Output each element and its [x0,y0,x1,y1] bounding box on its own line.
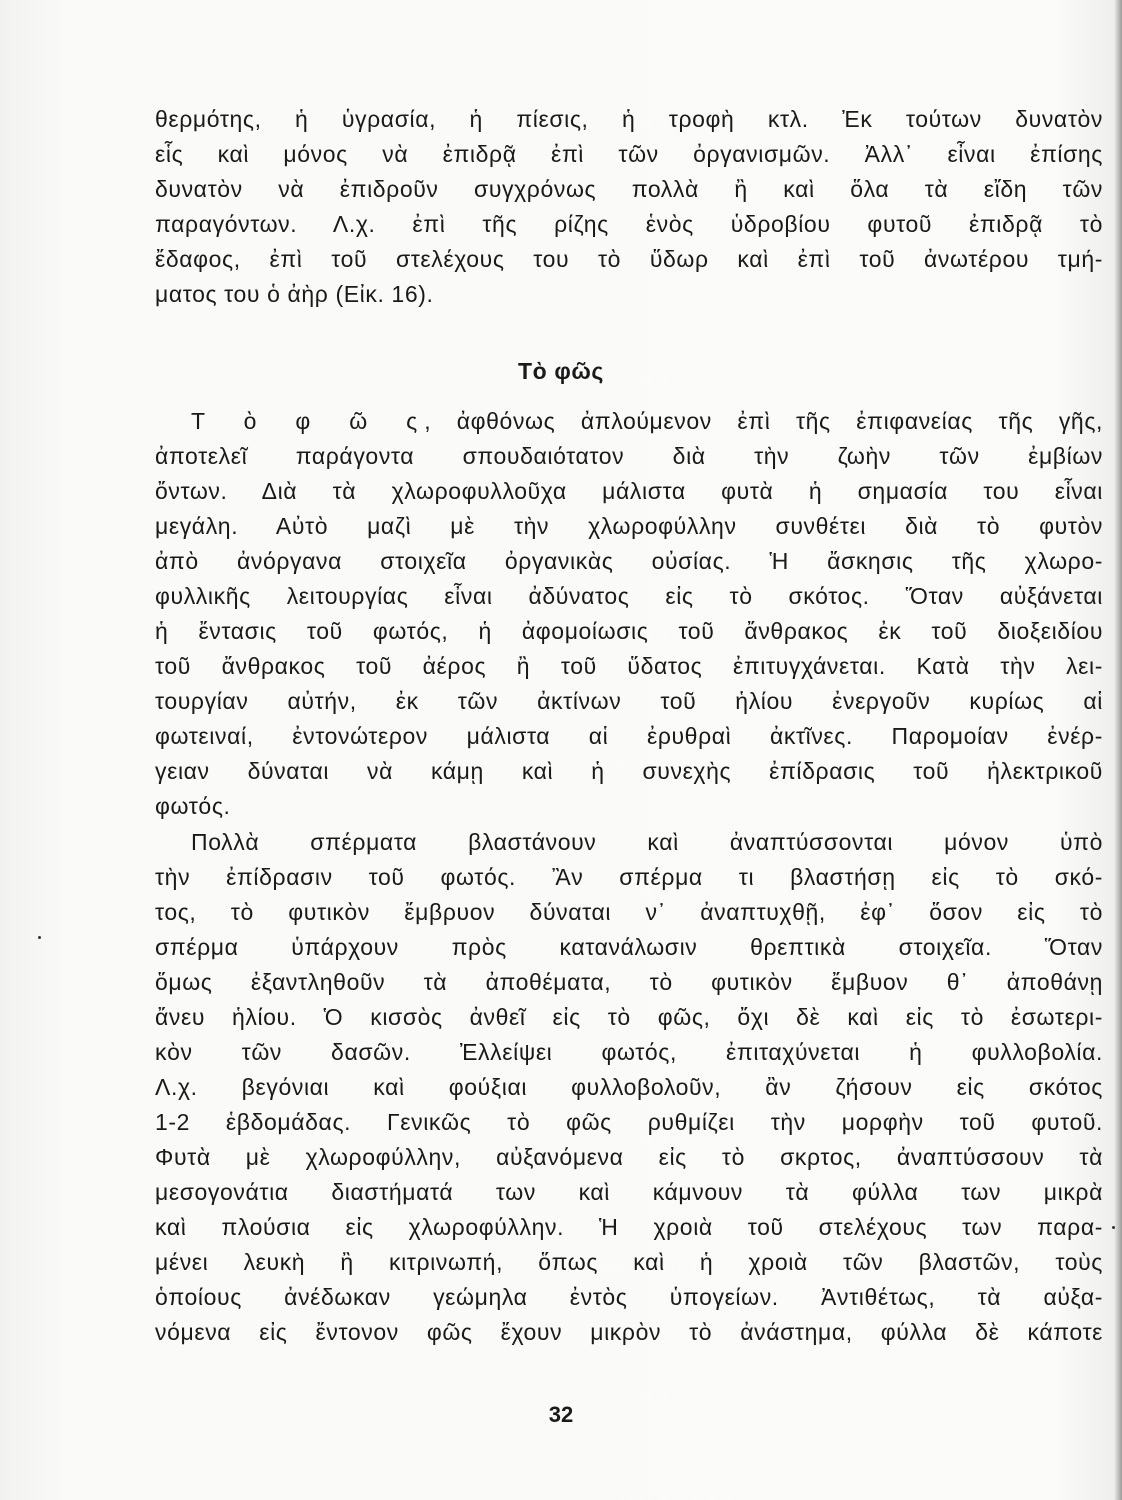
lead-word: Τ ὸ φ ῶ ς [191,408,425,434]
section-heading: Τὸ φῶς [518,358,604,384]
page-number: 32 [548,1402,574,1427]
top-paragraph [155,102,1103,312]
text-line: φωτός. [155,793,231,819]
text-line: ἔδαφος, ἐπὶ τοῦ στελέχους του τὸ ὕδωρ καὶ ἐπὶ τοῦ ἀνωτέρου τμή- [155,246,1103,272]
text-line: γειαν δύναται νὰ κάμῃ καὶ ἡ συνεχὴς ἐπίδρασις τοῦ ἠλεκτρικοῦ [155,758,1103,784]
text-line: μένει λευκὴ ἢ κιτρινωπή, ὅπως καὶ ἡ χροιὰ τῶν βλαστῶν, τοὺς [155,1249,1103,1275]
text-line: ὁποίους ἀνέδωκαν γεώμηλα ἐντὸς ὑπογείων. Ἀντιθέτως, τὰ αὐξα- [155,1284,1103,1310]
text-line: τὴν ἐπίδρασιν τοῦ φωτός. Ἂν σπέρμα τι βλαστήσῃ εἰς τὸ σκό- [155,864,1103,890]
page-edge-shadow [1114,0,1122,1500]
text-line: νόμενα εἰς ἔντονον φῶς ἔχουν μικρὸν τὸ ἀνάστημα, φύλλα δὲ κάποτε [155,1319,1103,1345]
text-line: θερμότης, ἡ ὑγρασία, ἡ πίεσις, ἡ τροφὴ κτλ. Ἐκ τούτων δυνατὸν [155,106,1103,132]
text-line: ὄντων. Διὰ τὰ χλωροφυλλοῦχα μάλιστα φυτὰ ἡ σημασία του εἶναι [155,478,1103,504]
text-line-first [155,404,1103,439]
text-line: τος, τὸ φυτικὸν ἔμβρυον δύναται ν᾽ ἀναπτυχθῇ, ἐφ᾽ ὅσον εἰς τὸ [155,899,1103,925]
text-line: μεγάλη. Αὐτὸ μαζὶ μὲ τὴν χλωροφύλλην συνθέτει διὰ τὸ φυτὸν [155,513,1103,539]
scan-speck [1112,1226,1115,1229]
text-line: σπέρμα ὑπάρχουν πρὸς κατανάλωσιν θρεπτικὰ στοιχεῖα. Ὅταν [155,934,1103,960]
text-line: 1-2 ἑβδομάδας. Γενικῶς τὸ φῶς ρυθμίζει τὴν μορφὴν τοῦ φυτοῦ. [155,1109,1103,1135]
text-line: ἄνευ ἡλίου. Ὁ κισσὸς ἀνθεῖ εἰς τὸ φῶς, ὄχι δὲ καὶ εἰς τὸ ἐσωτερι- [155,1004,1103,1030]
text-line: μεσογονάτια διαστήματά των καὶ κάμνουν τὰ φύλλα των μικρὰ [155,1179,1103,1205]
first-line-rest: , ἀφθόνως ἀπλούμενον ἐπὶ τῆς ἐπιφανείας τῆς γῆς, [424,408,1103,434]
text-line: φωτειναί, ἐντονώτερον μάλιστα αἱ ἐρυθραὶ ἀκτῖνες. Παρομοίαν ἐνέρ- [155,723,1103,749]
text-line: ἀπὸ ἀνόργανα στοιχεῖα ὀργανικὰς οὐσίας. Ἡ ἄσκησις τῆς χλωρο- [155,548,1103,574]
text-line: ἀποτελεῖ παράγοντα σπουδαιότατον διὰ τὴν ζωὴν τῶν ἐμβίων [155,443,1103,469]
text-line: Λ.χ. βεγόνιαι καὶ φούξιαι φυλλοβολοῦν, ἂν ζήσουν εἰς σκότος [155,1074,1103,1100]
text-line: παραγόντων. Λ.χ. ἐπὶ τῆς ρίζης ἑνὸς ὑδροβίου φυτοῦ ἐπιδρᾷ τὸ [155,211,1103,237]
text-line: τοῦ ἄνθρακος τοῦ ἀέρος ἢ τοῦ ὕδατος ἐπιτυγχάνεται. Κατὰ τὴν λει- [155,653,1103,679]
text-line: τουργίαν αὐτήν, ἐκ τῶν ἀκτίνων τοῦ ἡλίου ἐνεργοῦν κυρίως αἱ [155,688,1103,714]
scan-speck [38,936,41,939]
text-line: φυλλικῆς λειτουργίας εἶναι ἀδύνατος εἰς τὸ σκότος. Ὅταν αὐξάνεται [155,583,1103,609]
text-line: ματος του ὁ ἀὴρ (Εἰκ. 16). [155,281,434,307]
seeds-paragraph [155,825,1103,1350]
text-line: Φυτὰ μὲ χλωροφύλλην, αὐξανόμενα εἰς τὸ σκρτος, ἀναπτύσσουν τὰ [155,1144,1103,1170]
text-line: ὅμως ἐξαντληθοῦν τὰ ἀποθέματα, τὸ φυτικὸν ἔμβυον θ᾽ ἀποθάνῃ [155,969,1103,995]
text-line: Πολλὰ σπέρματα βλαστάνουν καὶ ἀναπτύσσονται μόνον ὑπὸ [191,829,1103,855]
text-line: εἷς καὶ μόνος νὰ ἐπιδρᾷ ἐπὶ τῶν ὀργανισμῶν. Ἀλλ᾽ εἶναι ἐπίσης [155,141,1103,167]
light-paragraph [155,404,1103,824]
text-line: κὸν τῶν δασῶν. Ἐλλείψει φωτός, ἐπιταχύνεται ἡ φυλλοβολία. [155,1039,1103,1065]
text-line: ἡ ἔντασις τοῦ φωτός, ἡ ἀφομοίωσις τοῦ ἄνθρακος ἐκ τοῦ διοξειδίου [155,618,1103,644]
text-line: καὶ πλούσια εἰς χλωροφύλλην. Ἡ χροιὰ τοῦ στελέχους των παρα- [155,1214,1103,1240]
text-line: δυνατὸν νὰ ἐπιδροῦν συγχρόνως πολλὰ ἢ καὶ ὅλα τὰ εἴδη τῶν [155,176,1103,202]
